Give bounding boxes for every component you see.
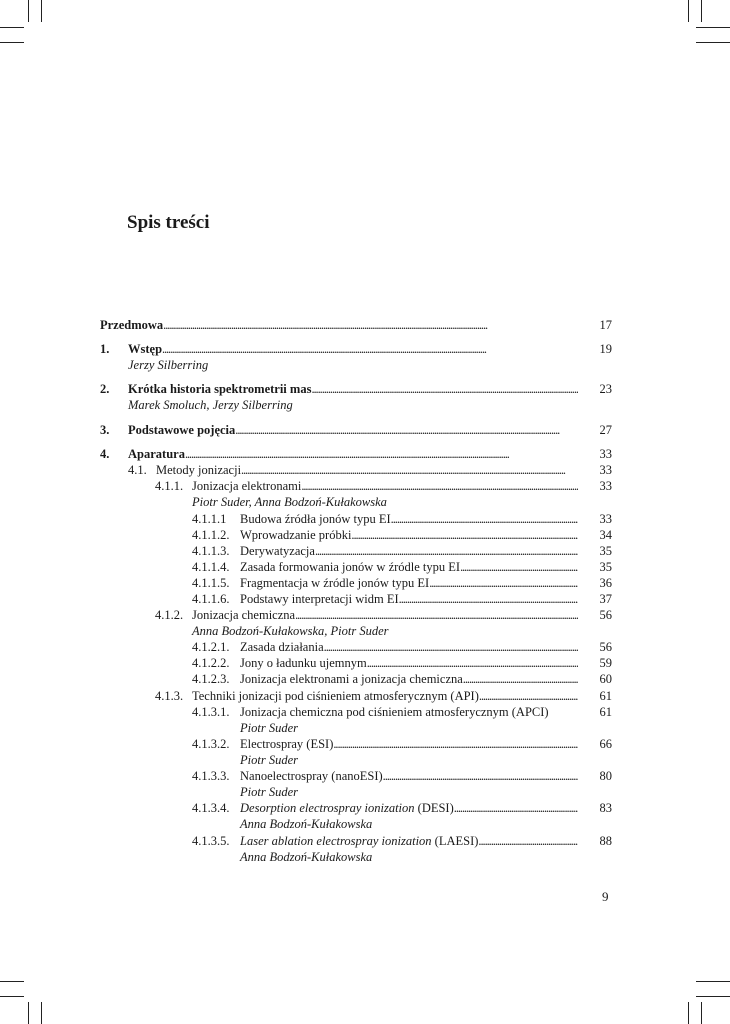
toc-entry	[192, 736, 612, 752]
toc-entry	[192, 543, 612, 559]
toc-author: Anna Bodzoń-Kułakowska	[240, 817, 373, 831]
toc-entry-number: 4.	[100, 447, 110, 461]
toc-entry-label: Electrospray (ESI)	[240, 737, 334, 751]
toc-entry-page: 23	[599, 382, 612, 396]
leader-dots	[324, 639, 578, 655]
toc-entry	[100, 381, 612, 397]
leader-dots	[391, 511, 578, 527]
toc-entry	[192, 655, 612, 671]
toc-entry-number: 4.1.3.3.	[192, 769, 230, 783]
toc-entry-page: 37	[599, 592, 612, 606]
leader-dots	[162, 341, 578, 357]
toc-entry-label: Techniki jonizacji pod ciśnieniem atmosferycznym (API)	[192, 689, 479, 703]
leader-dots	[383, 768, 578, 784]
toc-entry-number: 4.1.2.2.	[192, 656, 230, 670]
toc-entry-label: Derywatyzacja	[240, 544, 315, 558]
toc-entry-page: 56	[599, 640, 612, 654]
leader-dots	[351, 527, 578, 543]
toc-entry-label: Zasada formowania jonów w źródle typu EI	[240, 560, 461, 574]
toc-entry-page: 35	[599, 560, 612, 574]
leader-dots	[311, 381, 578, 397]
toc-entry-page: 19	[599, 342, 612, 356]
toc-entry-label: Metody jonizacji	[156, 463, 242, 477]
leader-dots	[185, 446, 578, 462]
toc-entry-number: 4.1.3.	[155, 689, 184, 703]
toc-entry	[100, 341, 612, 357]
toc-entry-label: Podstawy interpretacji widm EI	[240, 592, 399, 606]
leader-dots	[454, 800, 578, 816]
toc-entry-page: 17	[599, 318, 612, 332]
toc-entry-label: Nanoelectrospray (nanoESI)	[240, 769, 383, 783]
leader-dots	[241, 462, 578, 478]
toc-entry-label: Wprowadzanie próbki	[240, 528, 352, 542]
toc-entry-number: 4.1.1.5.	[192, 576, 230, 590]
leader-dots	[333, 736, 578, 752]
toc-entry	[100, 446, 612, 462]
toc-entry	[192, 704, 612, 720]
toc-entry-page: 61	[599, 705, 612, 719]
toc-entry	[192, 591, 612, 607]
toc-entry-number: 2.	[100, 382, 110, 396]
toc-entry-page: 80	[599, 769, 612, 783]
toc-entry-number: 4.1.2.3.	[192, 672, 230, 686]
toc-entry-number: 4.1.3.5.	[192, 834, 230, 848]
leader-dots	[315, 543, 578, 559]
toc-entry	[192, 833, 612, 849]
toc-entry-page: 59	[599, 656, 612, 670]
toc-entry-label: (LAESI)	[431, 834, 479, 848]
leader-dots	[463, 671, 578, 687]
toc-entry-page: 33	[599, 512, 612, 526]
toc-author: Piotr Suder	[240, 785, 298, 799]
toc-entry	[192, 800, 612, 816]
toc-entry-page: 27	[599, 423, 612, 437]
toc-entry-label: (DESI)	[414, 801, 454, 815]
toc-entry-label: Jonizacja chemiczna pod ciśnieniem atmosferycznym (APCI)	[240, 705, 549, 719]
toc-entry-label: Przedmowa	[100, 318, 164, 332]
toc-entry-number: 4.1.2.	[155, 608, 184, 622]
toc-entry-label: Podstawowe pojęcia	[128, 423, 236, 437]
leader-dots	[478, 833, 578, 849]
toc-author: Jerzy Silberring	[128, 358, 209, 372]
toc-author: Piotr Suder, Anna Bodzoń-Kułakowska	[192, 495, 387, 509]
toc-entry-label: Jonizacja elektronami a jonizacja chemiczna	[240, 672, 463, 686]
toc-author: Anna Bodzoń-Kułakowska, Piotr Suder	[192, 624, 389, 638]
leader-dots	[301, 478, 578, 494]
toc-entry-page: 36	[599, 576, 612, 590]
toc-author: Piotr Suder	[240, 721, 298, 735]
leader-dots	[163, 317, 578, 333]
toc-entry-label: Budowa źródła jonów typu EI	[240, 512, 391, 526]
toc-entry-label-italic: Laser ablation electrospray ionization	[240, 834, 432, 848]
toc-entry	[192, 511, 612, 527]
toc-entry-page: 83	[599, 801, 612, 815]
toc-entry	[192, 639, 612, 655]
toc-entry-label: Krótka historia spektrometrii mas	[128, 382, 312, 396]
toc-entry	[100, 422, 612, 438]
toc-entry-number: 4.1.3.2.	[192, 737, 230, 751]
toc-entry-number: 4.1.1.	[155, 479, 184, 493]
toc-entry-label: Jonizacja elektronami	[192, 479, 302, 493]
toc-entry-number: 4.1.	[128, 463, 147, 477]
toc-entry-page: 56	[599, 608, 612, 622]
toc-entry-label: Aparatura	[128, 447, 185, 461]
toc-entry	[192, 768, 612, 784]
toc-entry	[128, 462, 612, 478]
leader-dots	[399, 591, 578, 607]
toc-entry-page: 33	[599, 447, 612, 461]
toc-entry-number: 4.1.3.1.	[192, 705, 230, 719]
toc-entry	[192, 559, 612, 575]
toc-entry-label-italic: Desorption electrospray ionization	[240, 801, 415, 815]
leader-dots	[367, 655, 578, 671]
toc-entry-number: 4.1.1.4.	[192, 560, 230, 574]
page-number: 9	[602, 889, 609, 904]
toc-entry-page: 34	[599, 528, 612, 542]
toc-entry-page: 88	[599, 834, 612, 848]
leader-dots	[479, 688, 578, 704]
toc-entry-page: 60	[599, 672, 612, 686]
page-title: Spis treści	[127, 212, 210, 233]
toc-entry-number: 4.1.1.2.	[192, 528, 230, 542]
toc-author: Anna Bodzoń-Kułakowska	[240, 850, 373, 864]
toc-entry-number: 4.1.1.6.	[192, 592, 230, 606]
leader-dots	[295, 607, 578, 623]
toc-entry-label: Zasada działania	[240, 640, 324, 654]
toc-author: Piotr Suder	[240, 753, 298, 767]
toc-entry-label: Fragmentacja w źródle jonów typu EI	[240, 576, 430, 590]
toc-entry-page: 33	[599, 479, 612, 493]
toc-entry	[192, 671, 612, 687]
toc-author: Marek Smoluch, Jerzy Silberring	[128, 398, 293, 412]
toc-entry-number: 4.1.2.1.	[192, 640, 230, 654]
toc-entry-label: Jonizacja chemiczna	[192, 608, 296, 622]
toc-entry	[100, 317, 612, 333]
toc-entry-label: Wstęp	[128, 342, 163, 356]
toc-entry	[155, 478, 612, 494]
leader-dots	[460, 559, 578, 575]
toc-entry-number: 4.1.3.4.	[192, 801, 230, 815]
toc-entry-number: 4.1.1.3.	[192, 544, 230, 558]
toc-entry-number: 3.	[100, 423, 110, 437]
leader-dots	[429, 575, 578, 591]
toc-entry	[155, 688, 612, 704]
toc-entry	[192, 527, 612, 543]
toc-entry-number: 1.	[100, 342, 110, 356]
toc-entry-page: 61	[599, 689, 612, 703]
leader-dots	[235, 422, 578, 438]
toc-entry-number: 4.1.1.1	[192, 512, 227, 526]
toc-entry-page: 66	[599, 737, 612, 751]
toc-entry-page: 35	[599, 544, 612, 558]
toc-entry-page: 33	[599, 463, 612, 477]
toc-entry-label: Jony o ładunku ujemnym	[240, 656, 367, 670]
toc-entry	[155, 607, 612, 623]
toc-entry	[192, 575, 612, 591]
